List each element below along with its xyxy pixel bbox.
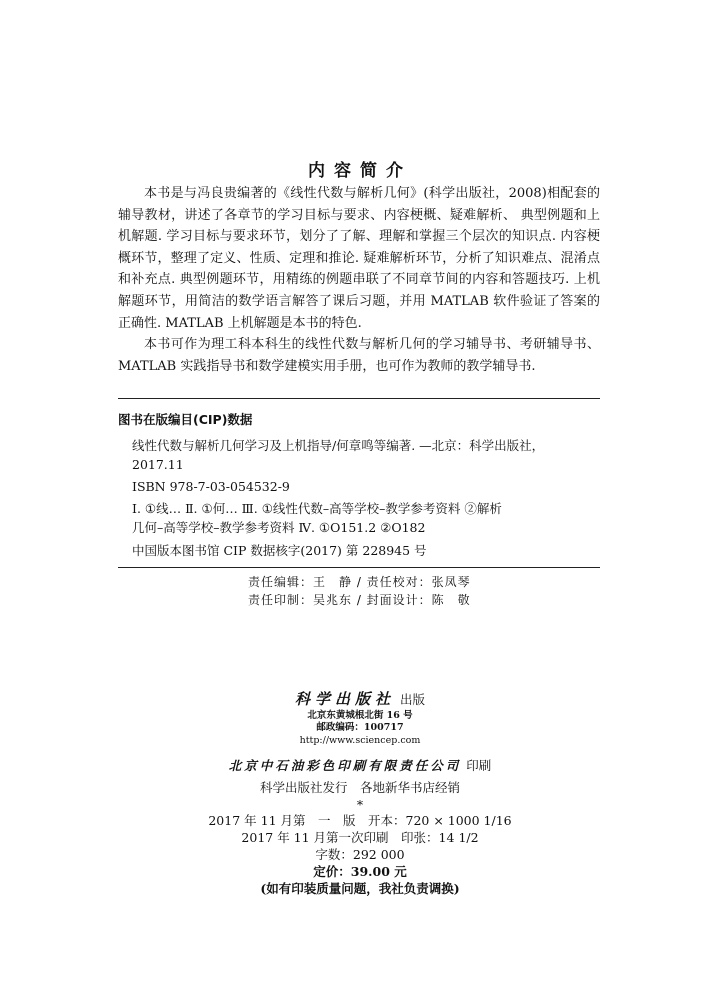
cip-title-line: 线性代数与解析几何学习及上机指导/何章鸣等编著. —北京：科学出版社， [132,438,545,453]
cip-record [118,541,600,560]
price: 定价：39.00 元 [313,864,407,879]
distribution: 科学出版社发行 各地新华书店经销 [259,779,460,795]
edition-line: 2017 年 11 月第 一 版 开本：720 × 1000 1/16 [208,813,512,829]
editors-line-1: 责任编辑：王 静 / 责任校对：张凤琴 [248,575,471,589]
imprint-block [0,688,720,898]
intro-paragraph-1: 本书是与冯良贵编著的《线性代数与解析几何》(科学出版社，2008)相配套的辅导教材，讲述了各章节的学习目标与要求、内容梗概、疑难解析、 典型例题和上机解题. 学习目标与要求环节，划分了了解、理解和掌握三个层次的知识点. 内容梗概环节，整理了定义、性质、定理和推论. 疑难解析环节，分析了知识难点、混淆点和补充点. 典型例题环节，用精练的例题串联了不同章节间的内容和答题技巧. 上机解题环节，用简洁的数学语言解答了课后习题，并用 MATLAB 软件验证了答案的正确性. MATLAB 上机解题是本书的特色. [118,186,600,331]
publisher-website: http://www.sciencep.com [299,735,421,747]
intro-section [118,183,600,377]
cip-title-line-cont: 2017.11 [132,457,184,472]
cip-record-text: 中国版本图书馆 CIP 数据核字(2017) 第 228945 号 [132,543,427,558]
intro-paragraph-2: 本书可作为理工科本科生的线性代数与解析几何的学习辅导书、考研辅导书、MATLAB 实践指导书和数学建模实用手册，也可作为教师的教学辅导书. [118,337,600,374]
word-count: 字数：292 000 [315,847,405,863]
cip-isbn: ISBN 978-7-03-054532-9 [132,479,290,494]
printer-suffix: 印刷 [466,758,492,774]
editors-block [248,573,471,609]
publisher-logo: 科学出版社 [294,690,395,708]
publisher-suffix: 出版 [400,692,426,707]
quality-notice: (如有印装质量问题，我社负责调换) [260,880,460,896]
publisher-address: 北京东黄城根北街 16 号 [307,709,413,721]
printing-line: 2017 年 11 月第一次印刷 印张：14 1/2 [241,830,479,846]
page-title: 内容简介 [308,161,412,181]
star-separator: * [356,796,364,812]
cip-classification-1: Ⅰ. ①线… Ⅱ. ①何… Ⅲ. ①线性代数–高等学校–教学参考资料 ②解析 [132,501,502,516]
divider-bottom [118,567,600,568]
cip-classification-2: 几何–高等学校–教学参考资料 Ⅳ. ①O151.2 ②O182 [132,520,426,535]
publisher-postcode: 邮政编码：100717 [316,722,404,734]
editors-line-2: 责任印制：吴兆东 / 封面设计：陈 敬 [248,593,471,607]
cip-block [118,436,600,537]
printer-logo: 北京中石油彩色印刷有限责任公司 [228,758,462,774]
cip-heading: 图书在版编目(CIP)数据 [118,412,253,427]
divider-top [118,398,600,399]
